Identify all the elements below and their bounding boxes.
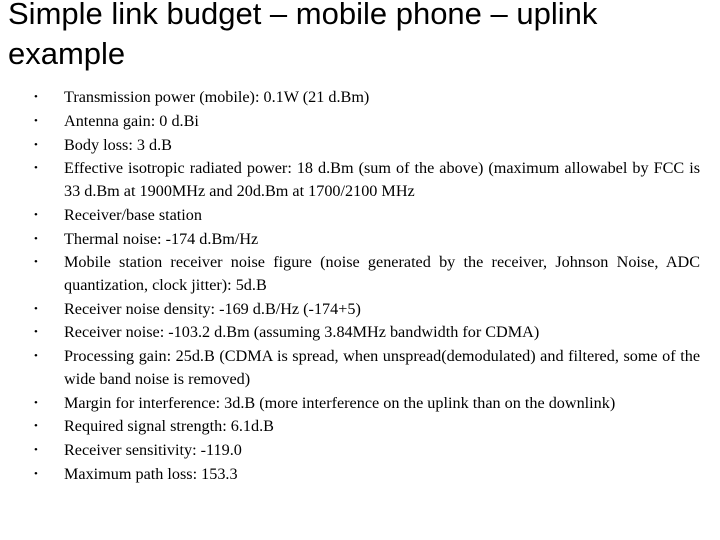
bullet-icon: •: [34, 302, 38, 315]
bullet-text: Transmission power (mobile): 0.1W (21 d.Bm): [64, 88, 370, 106]
bullet-item-tx-power: [0, 86, 720, 109]
bullet-icon: •: [34, 326, 38, 339]
bullet-item-thermal-noise: [0, 228, 720, 251]
bullet-item-antenna-gain: [0, 110, 720, 133]
bullet-text: Mobile station receiver noise figure (noise generated by the receiver, Johnson Noise, ADC quantization, clock jitter): 5d.B: [64, 253, 700, 294]
bullet-text: Margin for interference: 3d.B (more interference on the uplink than on the downlink): [64, 393, 616, 412]
bullet-text: Effective isotropic radiated power: 18 d.Bm (sum of the above) (maximum allowabel by FCC is 33 d.Bm at 1900MHz and 20d.Bm at 1700/2100 MHz: [64, 159, 700, 200]
bullet-text: Processing gain: 25d.B (CDMA is spread, when unspread(demodulated) and filtered, some of the wide band noise is removed): [64, 347, 700, 388]
bullet-list: [0, 86, 720, 487]
bullet-icon: •: [34, 420, 38, 433]
bullet-item-noise-density: [0, 298, 720, 321]
bullet-item-noise-figure: [0, 251, 720, 296]
bullet-item-processing-gain: [0, 345, 720, 390]
bullet-icon: •: [34, 256, 38, 269]
bullet-icon: •: [34, 138, 38, 151]
bullet-icon: •: [34, 208, 38, 221]
bullet-icon: •: [34, 232, 38, 245]
bullet-item-required-signal: [0, 415, 720, 438]
slide-title: Simple link budget – mobile phone – uplink example: [8, 0, 598, 71]
bullet-item-receiver-noise: [0, 321, 720, 344]
bullet-icon: •: [34, 396, 38, 409]
bullet-item-interference-margin: [0, 392, 720, 415]
bullet-text: Body loss: 3 d.B: [64, 135, 172, 154]
bullet-text: Receiver noise: -103.2 d.Bm (assuming 3.84MHz bandwidth for CDMA): [64, 323, 540, 342]
bullet-text: Receiver/base station: [64, 205, 202, 224]
bullet-text: Maximum path loss: 153.3: [64, 464, 238, 483]
bullet-icon: •: [34, 91, 38, 103]
bullet-item-receiver-base-station: [0, 204, 720, 227]
bullet-icon: •: [34, 114, 38, 127]
bullet-text: Antenna gain: 0 d.Bi: [64, 111, 199, 130]
bullet-text: Required signal strength: 6.1d.B: [64, 417, 274, 436]
bullet-icon: •: [34, 350, 38, 363]
bullet-icon: •: [34, 162, 38, 175]
bullet-item-body-loss: [0, 134, 720, 157]
bullet-icon: •: [34, 444, 38, 457]
bullet-item-receiver-sensitivity: [0, 439, 720, 462]
bullet-text: Thermal noise: -174 d.Bm/Hz: [64, 229, 259, 248]
bullet-icon: •: [34, 467, 38, 480]
bullet-text: Receiver sensitivity: -119.0: [64, 441, 242, 460]
bullet-item-eirp: [0, 157, 720, 202]
bullet-item-max-path-loss: [0, 463, 720, 486]
bullet-text: Receiver noise density: -169 d.B/Hz (-174+5): [64, 299, 361, 318]
